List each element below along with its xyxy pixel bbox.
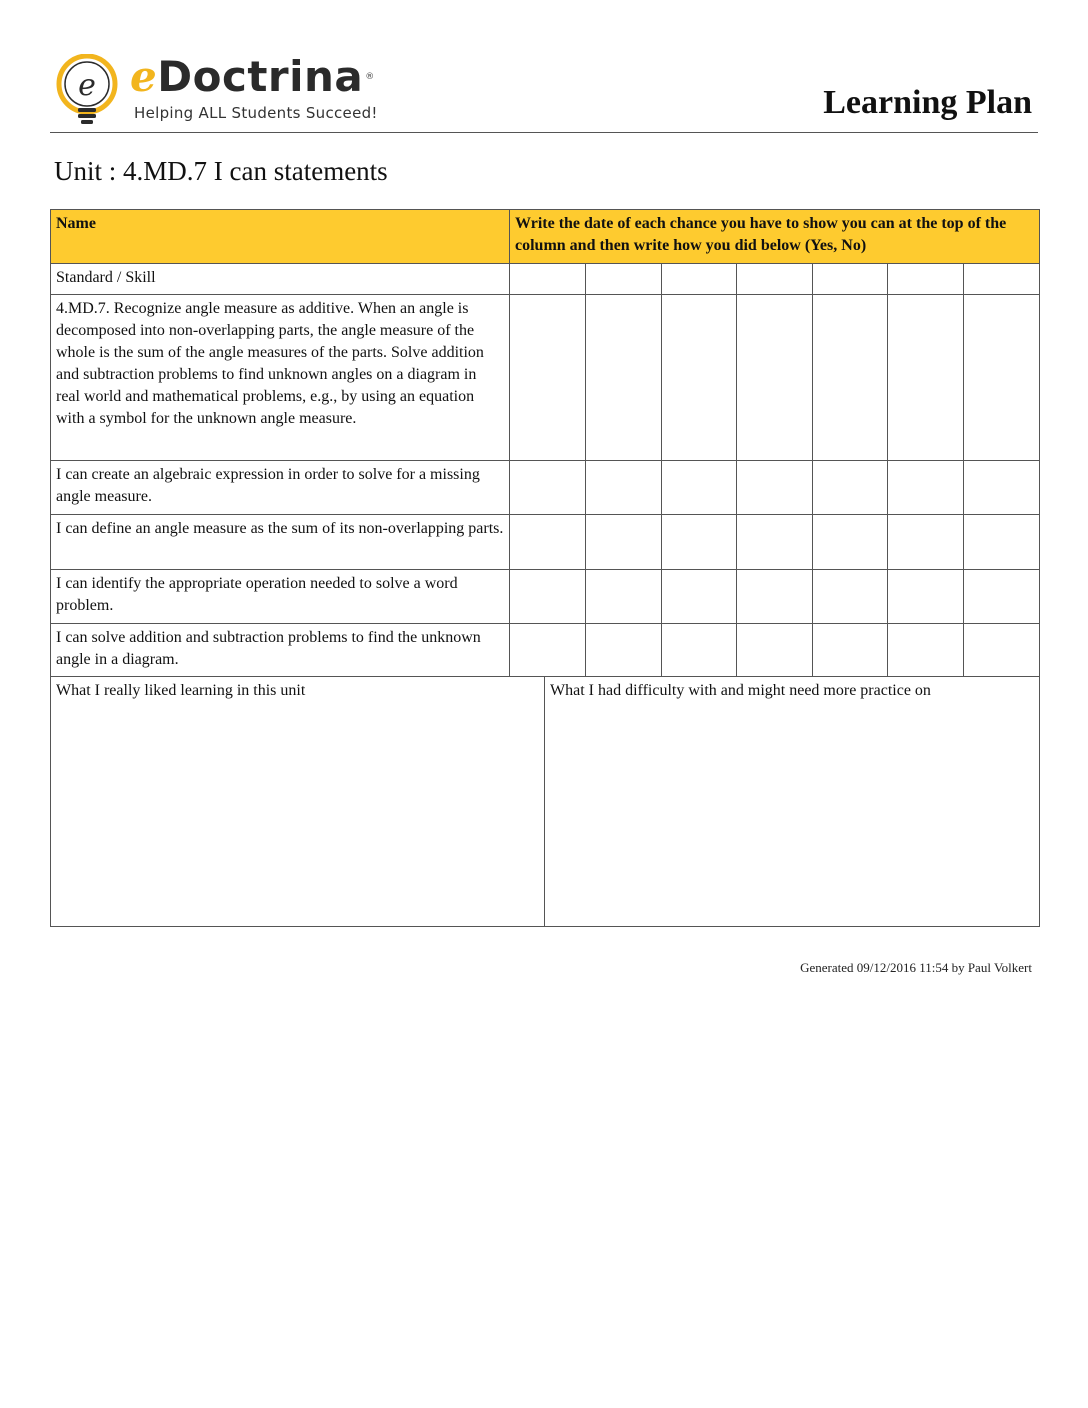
- table-row: [51, 295, 1040, 461]
- response-cell[interactable]: [737, 515, 813, 570]
- logo-wordmark-e: e: [130, 52, 158, 101]
- response-cell[interactable]: [662, 515, 737, 570]
- date-cell[interactable]: [964, 264, 1040, 295]
- date-cell[interactable]: [737, 264, 813, 295]
- response-cell[interactable]: [662, 624, 737, 677]
- response-cell[interactable]: [737, 624, 813, 677]
- page-header: [50, 52, 1038, 133]
- response-cell[interactable]: [510, 570, 586, 624]
- table-row: [51, 461, 1040, 515]
- response-cell[interactable]: [586, 295, 662, 461]
- table-header-row: [51, 210, 1040, 264]
- generated-footer: Generated 09/12/2016 11:54 by Paul Volkert: [800, 960, 1032, 975]
- table-row: [51, 570, 1040, 624]
- response-cell[interactable]: [888, 624, 964, 677]
- response-cell[interactable]: [737, 570, 813, 624]
- response-cell[interactable]: [813, 570, 888, 624]
- lightbulb-logo-icon: [54, 54, 124, 126]
- response-cell[interactable]: [964, 570, 1040, 624]
- i-can-statement: I can create an algebraic expression in order to solve for a missing angle measure.: [51, 461, 510, 515]
- response-cell[interactable]: [888, 570, 964, 624]
- response-cell[interactable]: [888, 461, 964, 515]
- response-cell[interactable]: [737, 295, 813, 461]
- logo-wordmark-rest: Doctrina: [157, 52, 364, 101]
- response-cell[interactable]: [510, 624, 586, 677]
- response-cell[interactable]: [586, 570, 662, 624]
- response-cell[interactable]: [964, 295, 1040, 461]
- response-cell[interactable]: [813, 624, 888, 677]
- response-cell[interactable]: [964, 461, 1040, 515]
- standard-skill-label: Standard / Skill: [51, 264, 510, 295]
- i-can-statement: I can define an angle measure as the sum of its non-overlapping parts.: [51, 515, 510, 570]
- i-can-statement: I can solve addition and subtraction problems to find the unknown angle in a diagram.: [51, 624, 510, 677]
- response-cell[interactable]: [737, 461, 813, 515]
- response-cell[interactable]: [662, 461, 737, 515]
- response-cell[interactable]: [662, 570, 737, 624]
- response-cell[interactable]: [964, 624, 1040, 677]
- learning-plan-table: [50, 209, 1040, 677]
- difficulty-label: What I had difficulty with and might need more practice on: [550, 682, 931, 699]
- date-cell[interactable]: [662, 264, 737, 295]
- date-cell[interactable]: [888, 264, 964, 295]
- logo-tagline: Helping ALL Students Succeed!: [134, 104, 378, 122]
- reflection-table: [50, 676, 1040, 927]
- edoctrina-logo: [54, 52, 378, 128]
- name-header: Name: [51, 210, 510, 264]
- response-cell[interactable]: [510, 295, 586, 461]
- response-cell[interactable]: [510, 461, 586, 515]
- response-cell[interactable]: [888, 515, 964, 570]
- liked-learning-label: What I really liked learning in this unit: [56, 682, 306, 699]
- response-cell[interactable]: [662, 295, 737, 461]
- svg-text:e: e: [78, 68, 96, 103]
- response-cell[interactable]: [888, 295, 964, 461]
- table-row: [51, 515, 1040, 570]
- response-cell[interactable]: [586, 461, 662, 515]
- response-cell[interactable]: [510, 515, 586, 570]
- date-row: [51, 264, 1040, 295]
- response-cell[interactable]: [964, 515, 1040, 570]
- response-cell[interactable]: [813, 295, 888, 461]
- registered-mark: ®: [365, 72, 375, 82]
- response-cell[interactable]: [586, 624, 662, 677]
- date-cell[interactable]: [586, 264, 662, 295]
- response-cell[interactable]: [813, 461, 888, 515]
- response-cell[interactable]: [813, 515, 888, 570]
- unit-title: Unit : 4.MD.7 I can statements: [54, 156, 388, 186]
- response-cell[interactable]: [586, 515, 662, 570]
- logo-wordmark: [130, 54, 375, 100]
- difficulty-box[interactable]: [545, 677, 1040, 927]
- table-row: [51, 624, 1040, 677]
- date-cell[interactable]: [510, 264, 586, 295]
- document-title: Learning Plan: [823, 84, 1032, 121]
- date-cell[interactable]: [813, 264, 888, 295]
- standard-description: 4.MD.7. Recognize angle measure as additive. When an angle is decomposed into non-overlapping parts, the angle measure of the whole is the sum of the angle measures of the parts. Solve addition and subtraction problems to find unknown angles on a diagram in real world and mathematical problems, e.g., by using an equation with a symbol for the unknown angle measure.: [51, 295, 510, 461]
- liked-learning-box[interactable]: [51, 677, 545, 927]
- instructions-header: Write the date of each chance you have to show you can at the top of the column and then write how you did below (Yes, No): [510, 210, 1040, 264]
- i-can-statement: I can identify the appropriate operation needed to solve a word problem.: [51, 570, 510, 624]
